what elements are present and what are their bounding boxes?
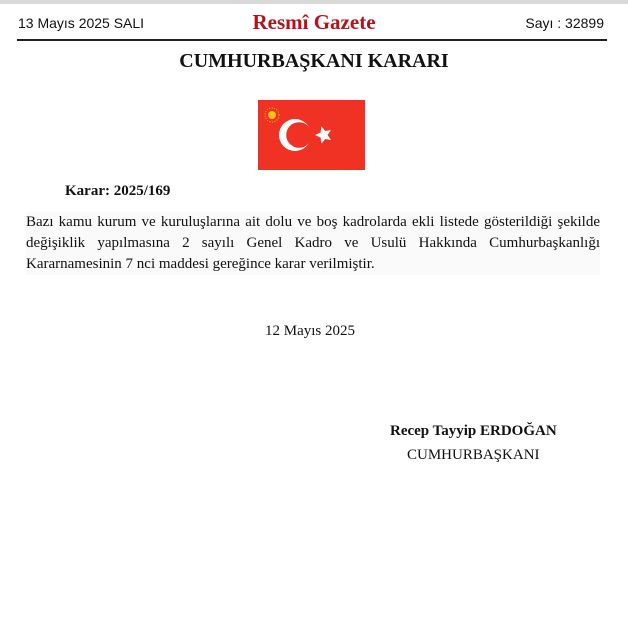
- gazette-title: Resmî Gazete: [252, 10, 376, 34]
- signatory-name: Recep Tayyip ERDOĞAN: [390, 423, 557, 439]
- decision-body: Bazı kamu kurum ve kuruluşlarına ait dolu ve boş kadrolarda ekli listede gösterildiği şekilde değişiklik yapılmasına 2 sayılı Genel Kadro ve Usulü Hakkında Cumhurbaşkanlığı Kararnamesinin 7 nci maddesi gereğince karar verilmiştir.: [26, 212, 600, 275]
- header-divider: [17, 39, 607, 41]
- decision-number: Karar: 2025/169: [65, 183, 171, 199]
- presidential-flag-icon: [258, 100, 365, 170]
- decision-date: 12 Mayıs 2025: [265, 323, 355, 339]
- top-bar: [0, 0, 628, 4]
- issue-number: Sayı : 32899: [525, 15, 604, 31]
- document-title: CUMHURBAŞKANI KARARI: [179, 50, 449, 72]
- signatory-title: CUMHURBAŞKANI: [407, 447, 540, 463]
- header-date: 13 Mayıs 2025 SALI: [18, 15, 145, 31]
